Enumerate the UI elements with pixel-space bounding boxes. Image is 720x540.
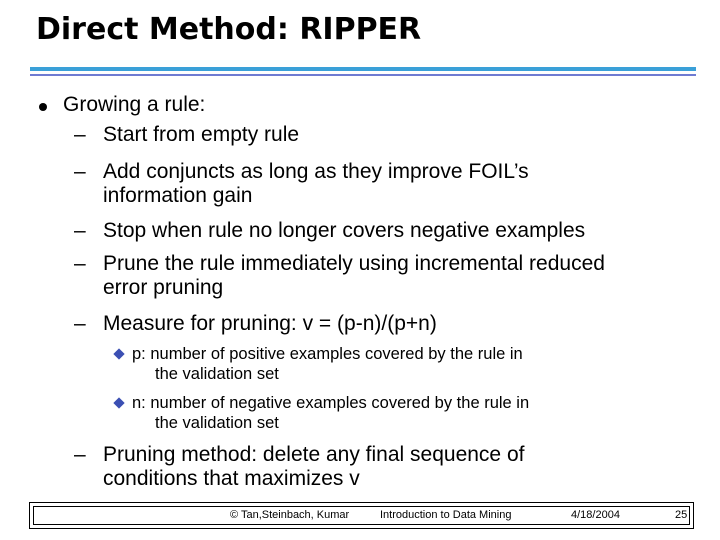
sub-sub-item-line: the validation set [155, 365, 279, 383]
sub-item-add-conjuncts [103, 160, 529, 208]
bullet-growing-rule: Growing a rule: [63, 93, 206, 116]
diamond-bullet-icon [113, 348, 124, 359]
sub-item-line: Stop when rule no longer covers negative examples [103, 219, 586, 242]
slide-footer [29, 502, 694, 529]
round-bullet-icon [39, 103, 47, 111]
dash-icon: – [74, 312, 86, 335]
sub-item-line: Prune the rule immediately using incremental reduced [103, 252, 605, 275]
dash-icon: – [74, 219, 86, 242]
sub-item-line: Pruning method: delete any final sequence of [103, 443, 525, 466]
footer-copyright: © Tan,Steinbach, Kumar [230, 509, 350, 521]
sub-item-line: Add conjuncts as long as they improve FOIL’s [103, 160, 529, 183]
sub-sub-item-n [132, 393, 529, 433]
dash-icon: – [74, 123, 86, 146]
sub-item-pruning-method [103, 443, 524, 491]
dash-icon: – [74, 252, 86, 275]
dash-icon: – [74, 160, 86, 183]
sub-sub-item-line: p: number of positive examples covered by the rule in [132, 345, 523, 363]
sub-item-line: Start from empty rule [103, 123, 300, 146]
dash-icon: – [74, 443, 86, 466]
sub-item-measure [103, 312, 437, 336]
sub-item-line: conditions that maximizes v [103, 467, 360, 490]
footer-date: 4/18/2004 [571, 509, 620, 521]
slide-title: Direct Method: RIPPER [36, 12, 422, 47]
sub-sub-item-p [132, 344, 523, 384]
sub-sub-item-line: the validation set [155, 414, 279, 432]
diamond-bullet-icon [113, 397, 124, 408]
sub-item-line: error pruning [103, 276, 224, 299]
footer-book-title: Introduction to Data Mining [380, 509, 512, 521]
sub-item-start-empty [103, 123, 299, 147]
sub-sub-item-line: n: number of negative examples covered by the rule in [132, 394, 530, 412]
footer-page-number: 25 [675, 509, 688, 521]
sub-item-prune [103, 252, 605, 300]
sub-item-line: information gain [103, 184, 253, 207]
sub-item-line: Measure for pruning: v = (p-n)/(p+n) [103, 312, 437, 335]
sub-item-stop [103, 219, 585, 243]
